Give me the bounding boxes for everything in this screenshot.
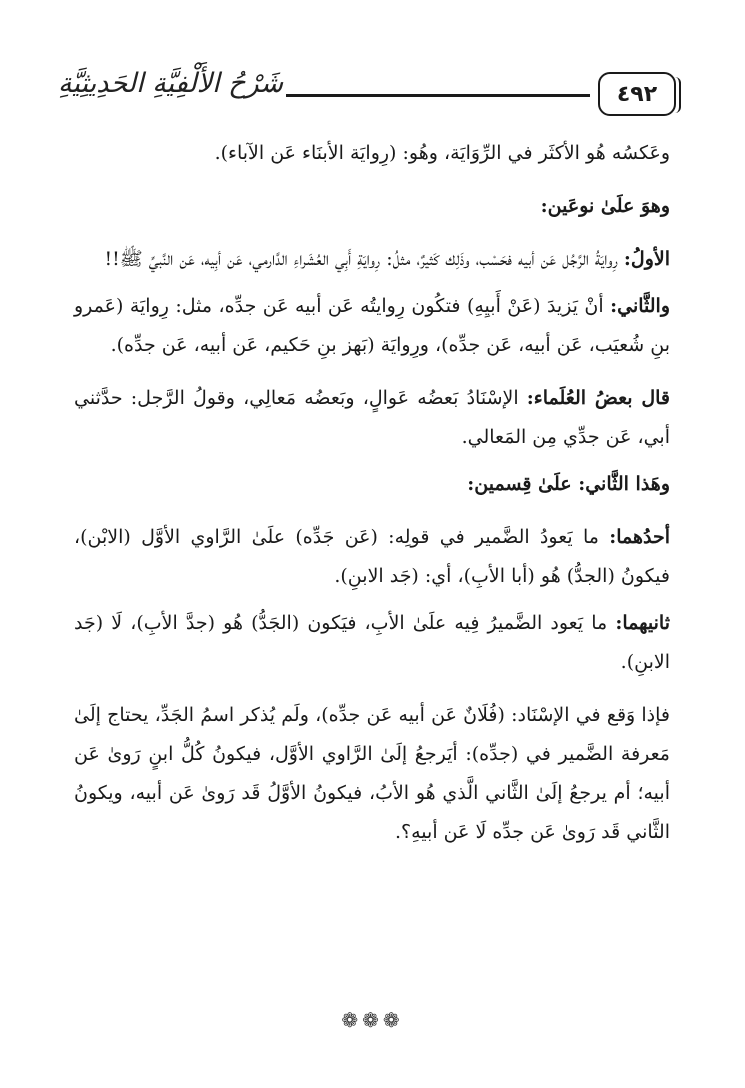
- paragraph: [74, 696, 670, 852]
- paragraph-text: وعَكسُه هُو الأكثَر في الرِّوَايَة، وهُو: (رِوايَة الأبنَاء عَن الآباء).: [214, 142, 670, 164]
- paragraph: [74, 134, 670, 173]
- body-text: [74, 134, 670, 860]
- paragraph-text: فإذا وَقع في الإسْنَاد: (فُلَانٌ عَن أبيه عَن جدِّه)، ولَم يُذكر اسمُ الجَدِّ، يحتاج إلَىٰ مَعرفة الضَّمير في (جدِّه): أيَرجعُ إلَىٰ الرَّاوي الأوَّل، فيكونُ كُلُّ ابنٍ رَوىٰ عَن أبيه؛ أم يرجعُ إلَىٰ الثَّاني الَّذي هُو الأبُ، فيكونُ الأوَّلُ قَد رَوىٰ عَن أبيه، ويكونُ الثَّاني قَد رَوىٰ عَن جدِّه لَا عَن أبيهِ؟.: [74, 704, 670, 843]
- paragraph-lead: وهوَ علَىٰ نوعَين:: [540, 195, 670, 217]
- paragraph: [74, 604, 670, 682]
- paragraph: [74, 465, 670, 504]
- paragraph: [74, 187, 670, 226]
- section-end-ornament: ❁❁❁: [341, 1008, 404, 1032]
- paragraph: [74, 240, 670, 279]
- paragraph-lead: الأولُ:: [623, 248, 670, 270]
- paragraph-lead: أحدُهما:: [609, 526, 670, 548]
- paragraph-text: ما يَعودُ الضَّمير في قولِه: (عَن جَدِّه) علَىٰ الرَّاوي الأوَّل (الابْن)، فيكونُ (الجدُّ) هُو (أبا الأبِ)، أي: (جَد الابنِ).: [74, 526, 670, 587]
- paragraph-lead: وهَذا الثَّاني: علَىٰ قِسمين:: [467, 473, 670, 495]
- page-number-box: [598, 72, 676, 116]
- paragraph: [74, 518, 670, 596]
- paragraph-text: الإسْنَادُ بَعضُه عَوالٍ، وبَعضُه مَعالِي، وقولُ الرَّجل: حدَّثني أبي، عَن جدِّي مِن المَعالي.: [74, 387, 670, 448]
- paragraph: [74, 287, 670, 365]
- paragraph-lead: ثانيهما:: [615, 612, 670, 634]
- page-number: ٤٩٢: [616, 81, 658, 107]
- paragraph-text: أنْ يَزيدَ (عَنْ أَبيِهِ) فتكُون رِوايتُه عَن أبيه عَن جدِّه، مثل: رِوايَة (عَمرو بنِ شُعيَب، عَن أبيه، عَن جدِّه)، ورِوايَة (بَهز بنِ حَكيم، عَن أبيه، عَن جدِّه).: [74, 295, 670, 356]
- running-title: شَرْحُ الأَلْفِيَّةِ الحَدِيثِيَّةِ: [58, 68, 284, 99]
- header-rule: [286, 94, 590, 97]
- paragraph-lead: والثَّاني:: [610, 295, 670, 317]
- paragraph: [74, 379, 670, 457]
- paragraph-text: رِوايَةُ الرَّجُل عَن أبيه فحَسْب، وذَلِك كَثيرٌ، مثلُ: رِوايَةِ أَبِي العُشَراءِ الدَّارمي، عَن أبِيه، عَن النَّبيِّ ﷺ!!: [104, 248, 624, 270]
- paragraph-text: ما يَعود الضَّميرُ فِيه علَىٰ الأبِ، فيَكون (الجَدُّ) هُو (جدَّ الأبِ)، لَا (جَد الابنِ).: [74, 612, 670, 673]
- page-header: [58, 66, 678, 116]
- paragraph-lead: قال بعضُ العُلَماء:: [526, 387, 670, 409]
